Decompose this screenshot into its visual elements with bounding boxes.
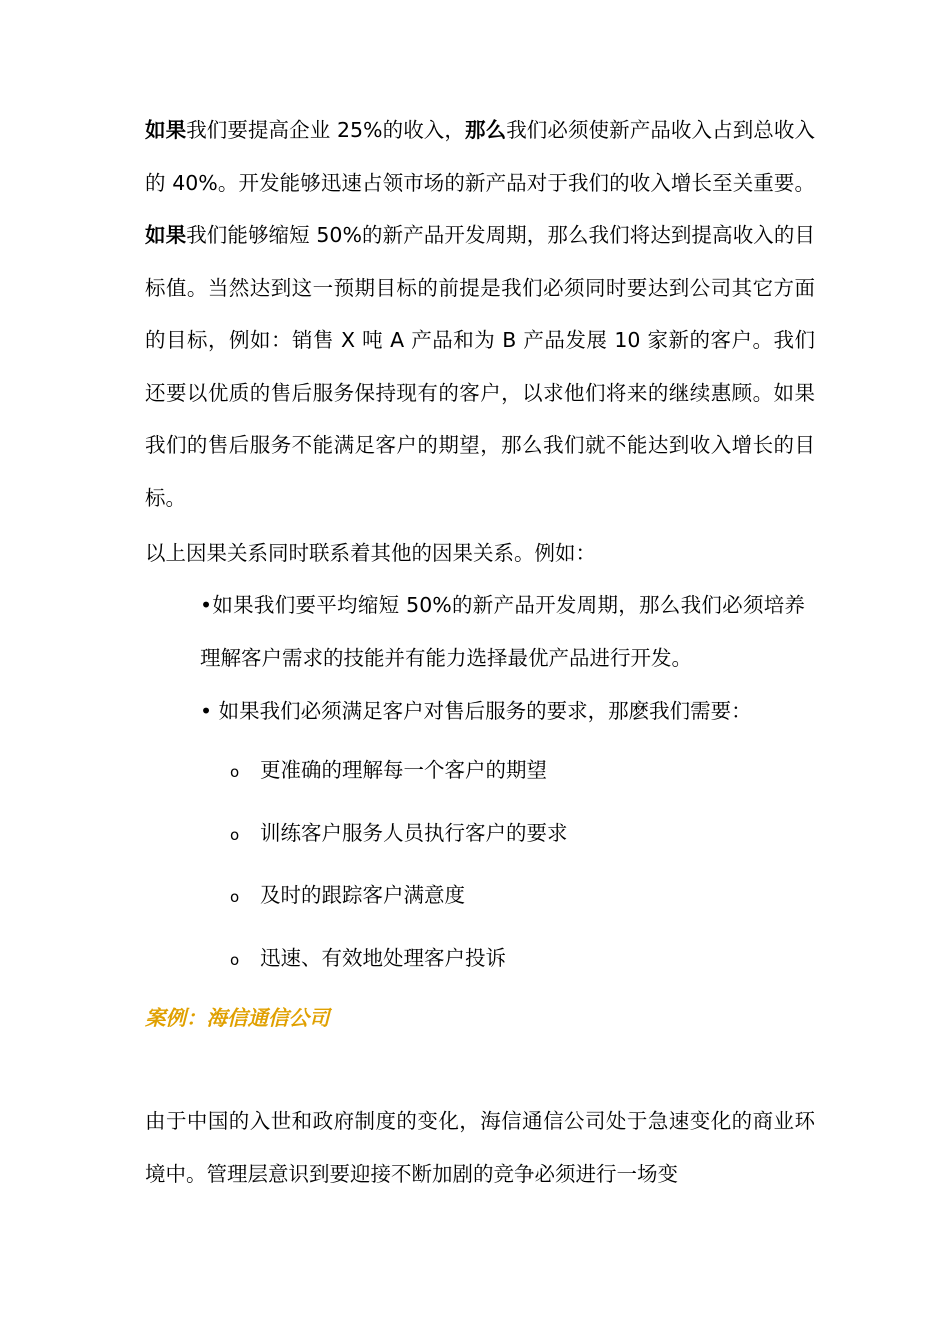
bold-if-2: 如果 — [145, 223, 187, 247]
sub-list-item — [230, 755, 790, 787]
sub-list-text: 更准确的理解每一个客户的期望 — [260, 758, 547, 782]
bold-if-1: 如果 — [145, 118, 187, 142]
sub-list-text: 迅速、有效地处理客户投诉 — [260, 946, 506, 970]
sub-list-item — [230, 880, 790, 912]
sub-list-text: 训练客户服务人员执行客户的要求 — [260, 821, 568, 845]
cause-effect-paragraph: 以上因果关系同时联系着其他的因果关系。例如： — [145, 541, 596, 565]
paragraph-text-1: 我们要提高企业 25%的收入， — [186, 118, 465, 142]
paragraph-text-2: 我们必须使新产品收入占到总收入的 40%。开发能够迅速占领市场的新产品对于我们的收入增长至关重要。 — [145, 118, 815, 195]
sub-bullet-marker: o — [230, 888, 240, 906]
sub-bullet-marker: o — [230, 826, 240, 844]
case-study-title: 案例：海信通信公司 — [145, 1006, 330, 1030]
intro-paragraph — [145, 104, 815, 524]
sub-list-item — [230, 818, 790, 850]
sub-bullet-marker: o — [230, 763, 240, 781]
bullet-item-1: •如果我们要平均缩短 50%的新产品开发周期，那么我们必须培养理解客户需求的技能并有能力选择最优产品进行开发。 — [200, 593, 805, 670]
sub-list-item — [230, 943, 790, 975]
bold-then: 那么 — [465, 118, 507, 142]
paragraph-text-3: 我们能够缩短 50%的新产品开发周期，那么我们将达到提高收入的目标值。当然达到这一预期目标的前提是我们必须同时要达到公司其它方面的目标，例如：销售 X 吨 A 产品和为 B 产品发展 10 家新的客户。我们还要以优质的售后服务保持现有的客户，以求他们将来的继续惠顾。如果我们的售后服务不能满足客户的期望，那么我们就不能达到收入增长的目标。 — [145, 223, 815, 510]
sub-bullet-marker: o — [230, 951, 240, 969]
bullet-item-2: • 如果我们必须满足客户对售后服务的要求，那麽我们需要： — [200, 699, 752, 723]
sub-list-text: 及时的跟踪客户满意度 — [260, 883, 465, 907]
case-study-paragraph: 由于中国的入世和政府制度的变化，海信通信公司处于急速变化的商业环境中。管理层意识到要迎接不断加剧的竞争必须进行一场变 — [145, 1109, 815, 1186]
